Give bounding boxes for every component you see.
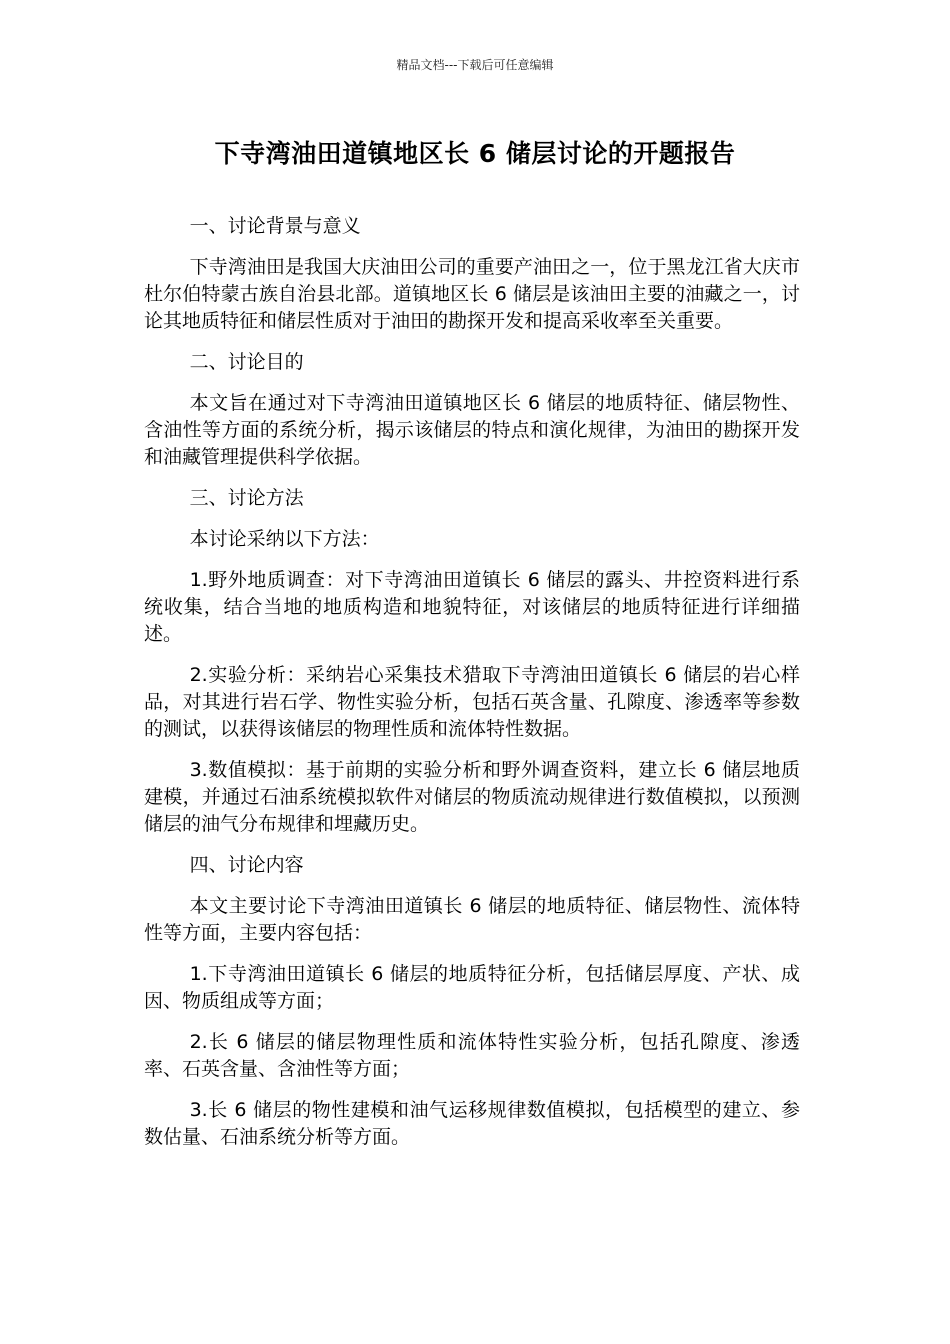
paragraph-method-field-survey: 1.野外地质调查：对下寺湾油田道镇长 6 储层的露头、井控资料进行系统收集，结合当地的地质构造和地貌特征，对该储层的地质特征进行详细描述。 [144,569,800,645]
paragraph-method-lab-analysis: 2.实验分析：采纳岩心采集技术猎取下寺湾油田道镇长 6 储层的岩心样品，对其进行岩石学、物性实验分析，包括石英含量、孔隙度、渗透率等参数的测试，以获得该储层的物理性质和流体特性数据。 [144,664,800,740]
paragraph-content-item-1: 1.下寺湾油田道镇长 6 储层的地质特征分析，包括储层厚度、产状、成因、物质组成等方面； [144,963,800,1012]
paragraph-purpose: 本文旨在通过对下寺湾油田道镇地区长 6 储层的地质特征、储层物性、含油性等方面的系统分析，揭示该储层的特点和演化规律，为油田的勘探开发和油藏管理提供科学依据。 [144,392,800,468]
paragraph-methods-intro: 本讨论采纳以下方法： [189,528,380,550]
section-heading-purpose: 二、讨论目的 [189,351,304,373]
paragraph-content-item-2: 2.长 6 储层的储层物理性质和流体特性实验分析，包括孔隙度、渗透率、石英含量、含油性等方面； [144,1031,800,1080]
page-header-note: 精品文档---下载后可任意编辑 [396,58,554,72]
section-heading-content: 四、讨论内容 [189,854,304,876]
paragraph-content-item-3: 3.长 6 储层的物性建模和油气运移规律数值模拟，包括模型的建立、参数估量、石油系统分析等方面。 [144,1099,800,1148]
document-title: 下寺湾油田道镇地区长 6 储层讨论的开题报告 [214,139,736,168]
section-heading-methods: 三、讨论方法 [189,487,304,509]
section-heading-background: 一、讨论背景与意义 [189,215,361,237]
paragraph-method-numerical-simulation: 3.数值模拟：基于前期的实验分析和野外调查资料，建立长 6 储层地质建模，并通过石油系统模拟软件对储层的物质流动规律进行数值模拟，以预测储层的油气分布规律和埋藏历史。 [144,759,800,835]
paragraph-content-intro: 本文主要讨论下寺湾油田道镇长 6 储层的地质特征、储层物性、流体特性等方面，主要内容包括： [144,895,800,944]
document-body [144,213,800,1165]
paragraph-background: 下寺湾油田是我国大庆油田公司的重要产油田之一，位于黑龙江省大庆市杜尔伯特蒙古族自治县北部。道镇地区长 6 储层是该油田主要的油藏之一，讨论其地质特征和储层性质对于油田的勘探开发和提高采收率至关重要。 [144,256,800,332]
